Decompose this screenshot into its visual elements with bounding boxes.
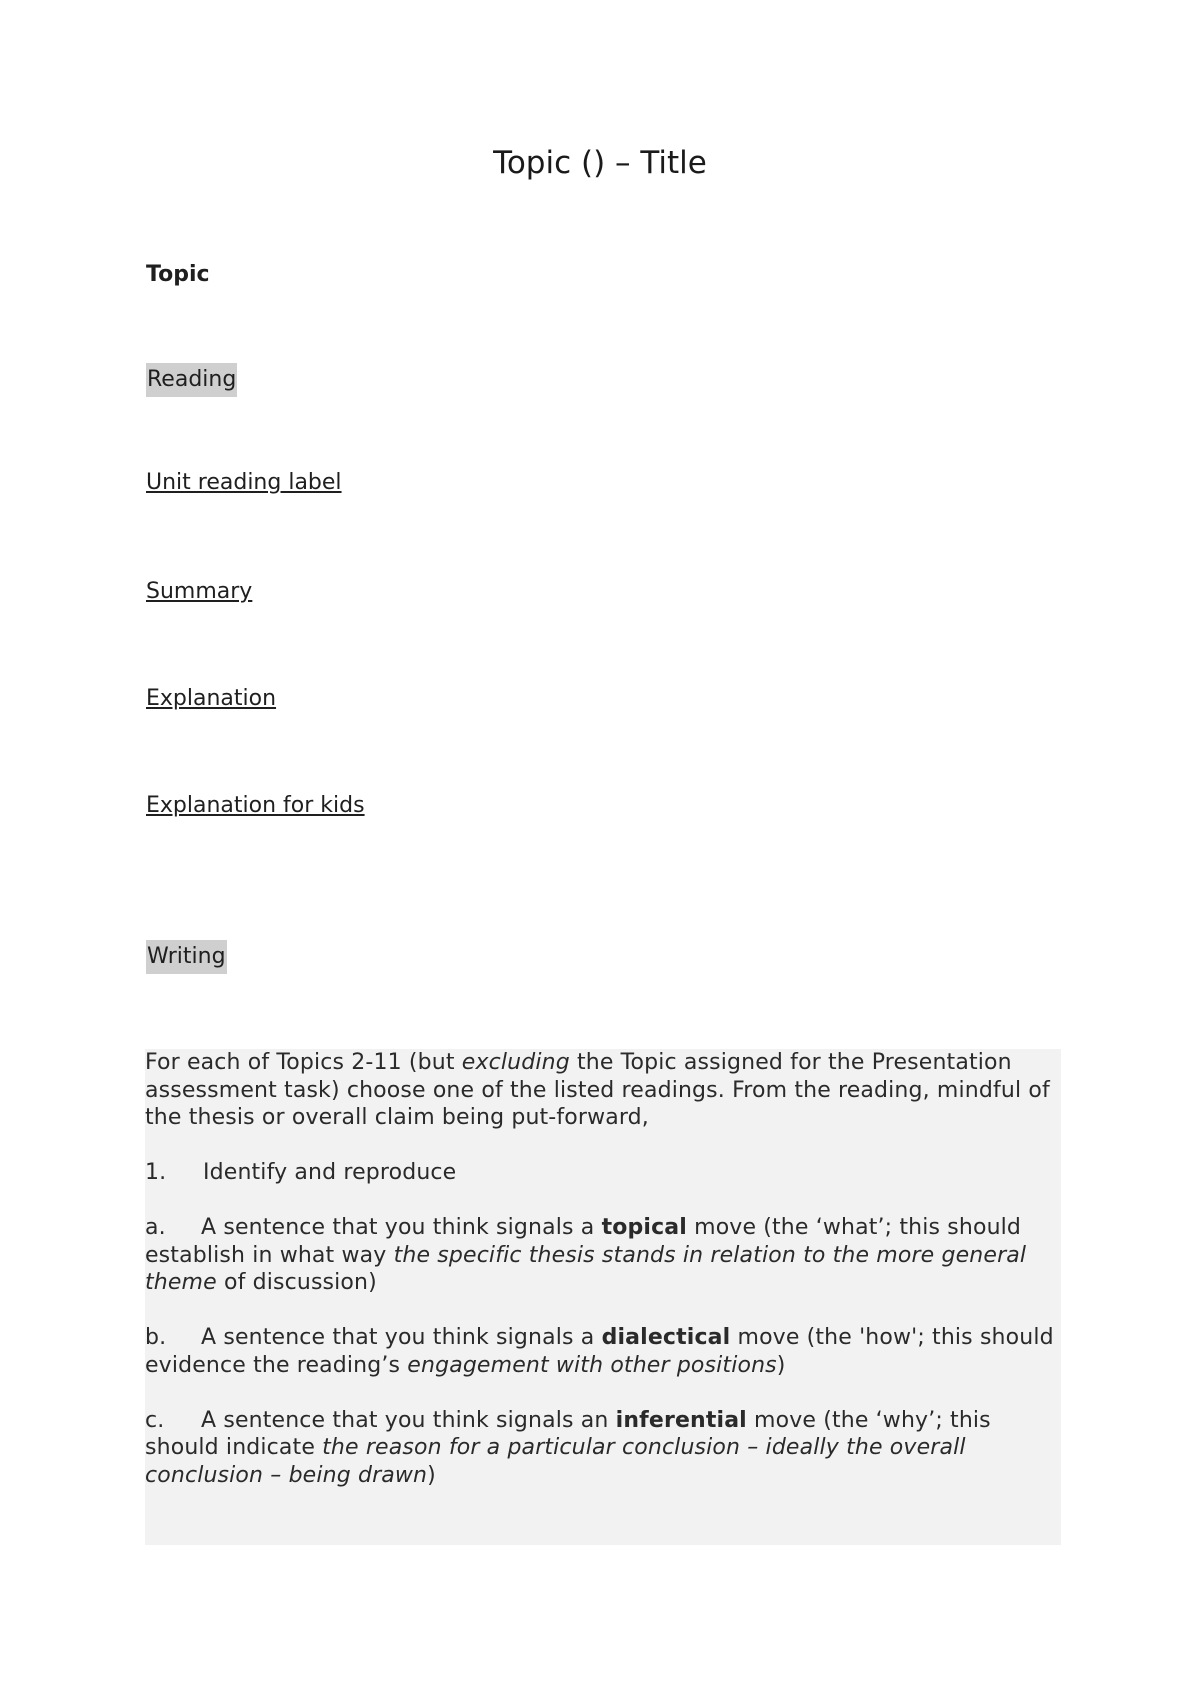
explanation-label: Explanation <box>146 686 277 711</box>
writing-instructions <box>145 1049 1059 1517</box>
summary-label: Summary <box>146 579 253 604</box>
topic-label: Topic <box>146 262 210 287</box>
step-a: a. A sentence that you think signals a topical move (the ‘what’; this should establish in what way the specific thesis stands in relation to the more general theme of discussion) <box>145 1215 1027 1295</box>
step-c: c. A sentence that you think signals an inferential move (the ‘why’; this should indicate the reason for a particular conclusion – ideally the overall conclusion – being drawn) <box>145 1407 991 1488</box>
unit-reading-label: Unit reading label <box>146 470 342 495</box>
document-title: Topic () – Title <box>493 145 707 181</box>
step-1: 1. Identify and reproduce <box>145 1160 457 1185</box>
explanation-for-kids-label: Explanation for kids <box>146 793 365 818</box>
reading-heading: Reading <box>146 363 237 397</box>
step-b: b. A sentence that you think signals a dialectical move (the 'how'; this should evidence the reading’s engagement with other positions) <box>145 1325 1054 1378</box>
writing-intro: For each of Topics 2-11 (but excluding the Topic assigned for the Presentation assessment task) choose one of the listed readings. From the reading, mindful of the thesis or overall claim being put-forward, <box>145 1050 1050 1130</box>
writing-heading: Writing <box>146 940 227 974</box>
